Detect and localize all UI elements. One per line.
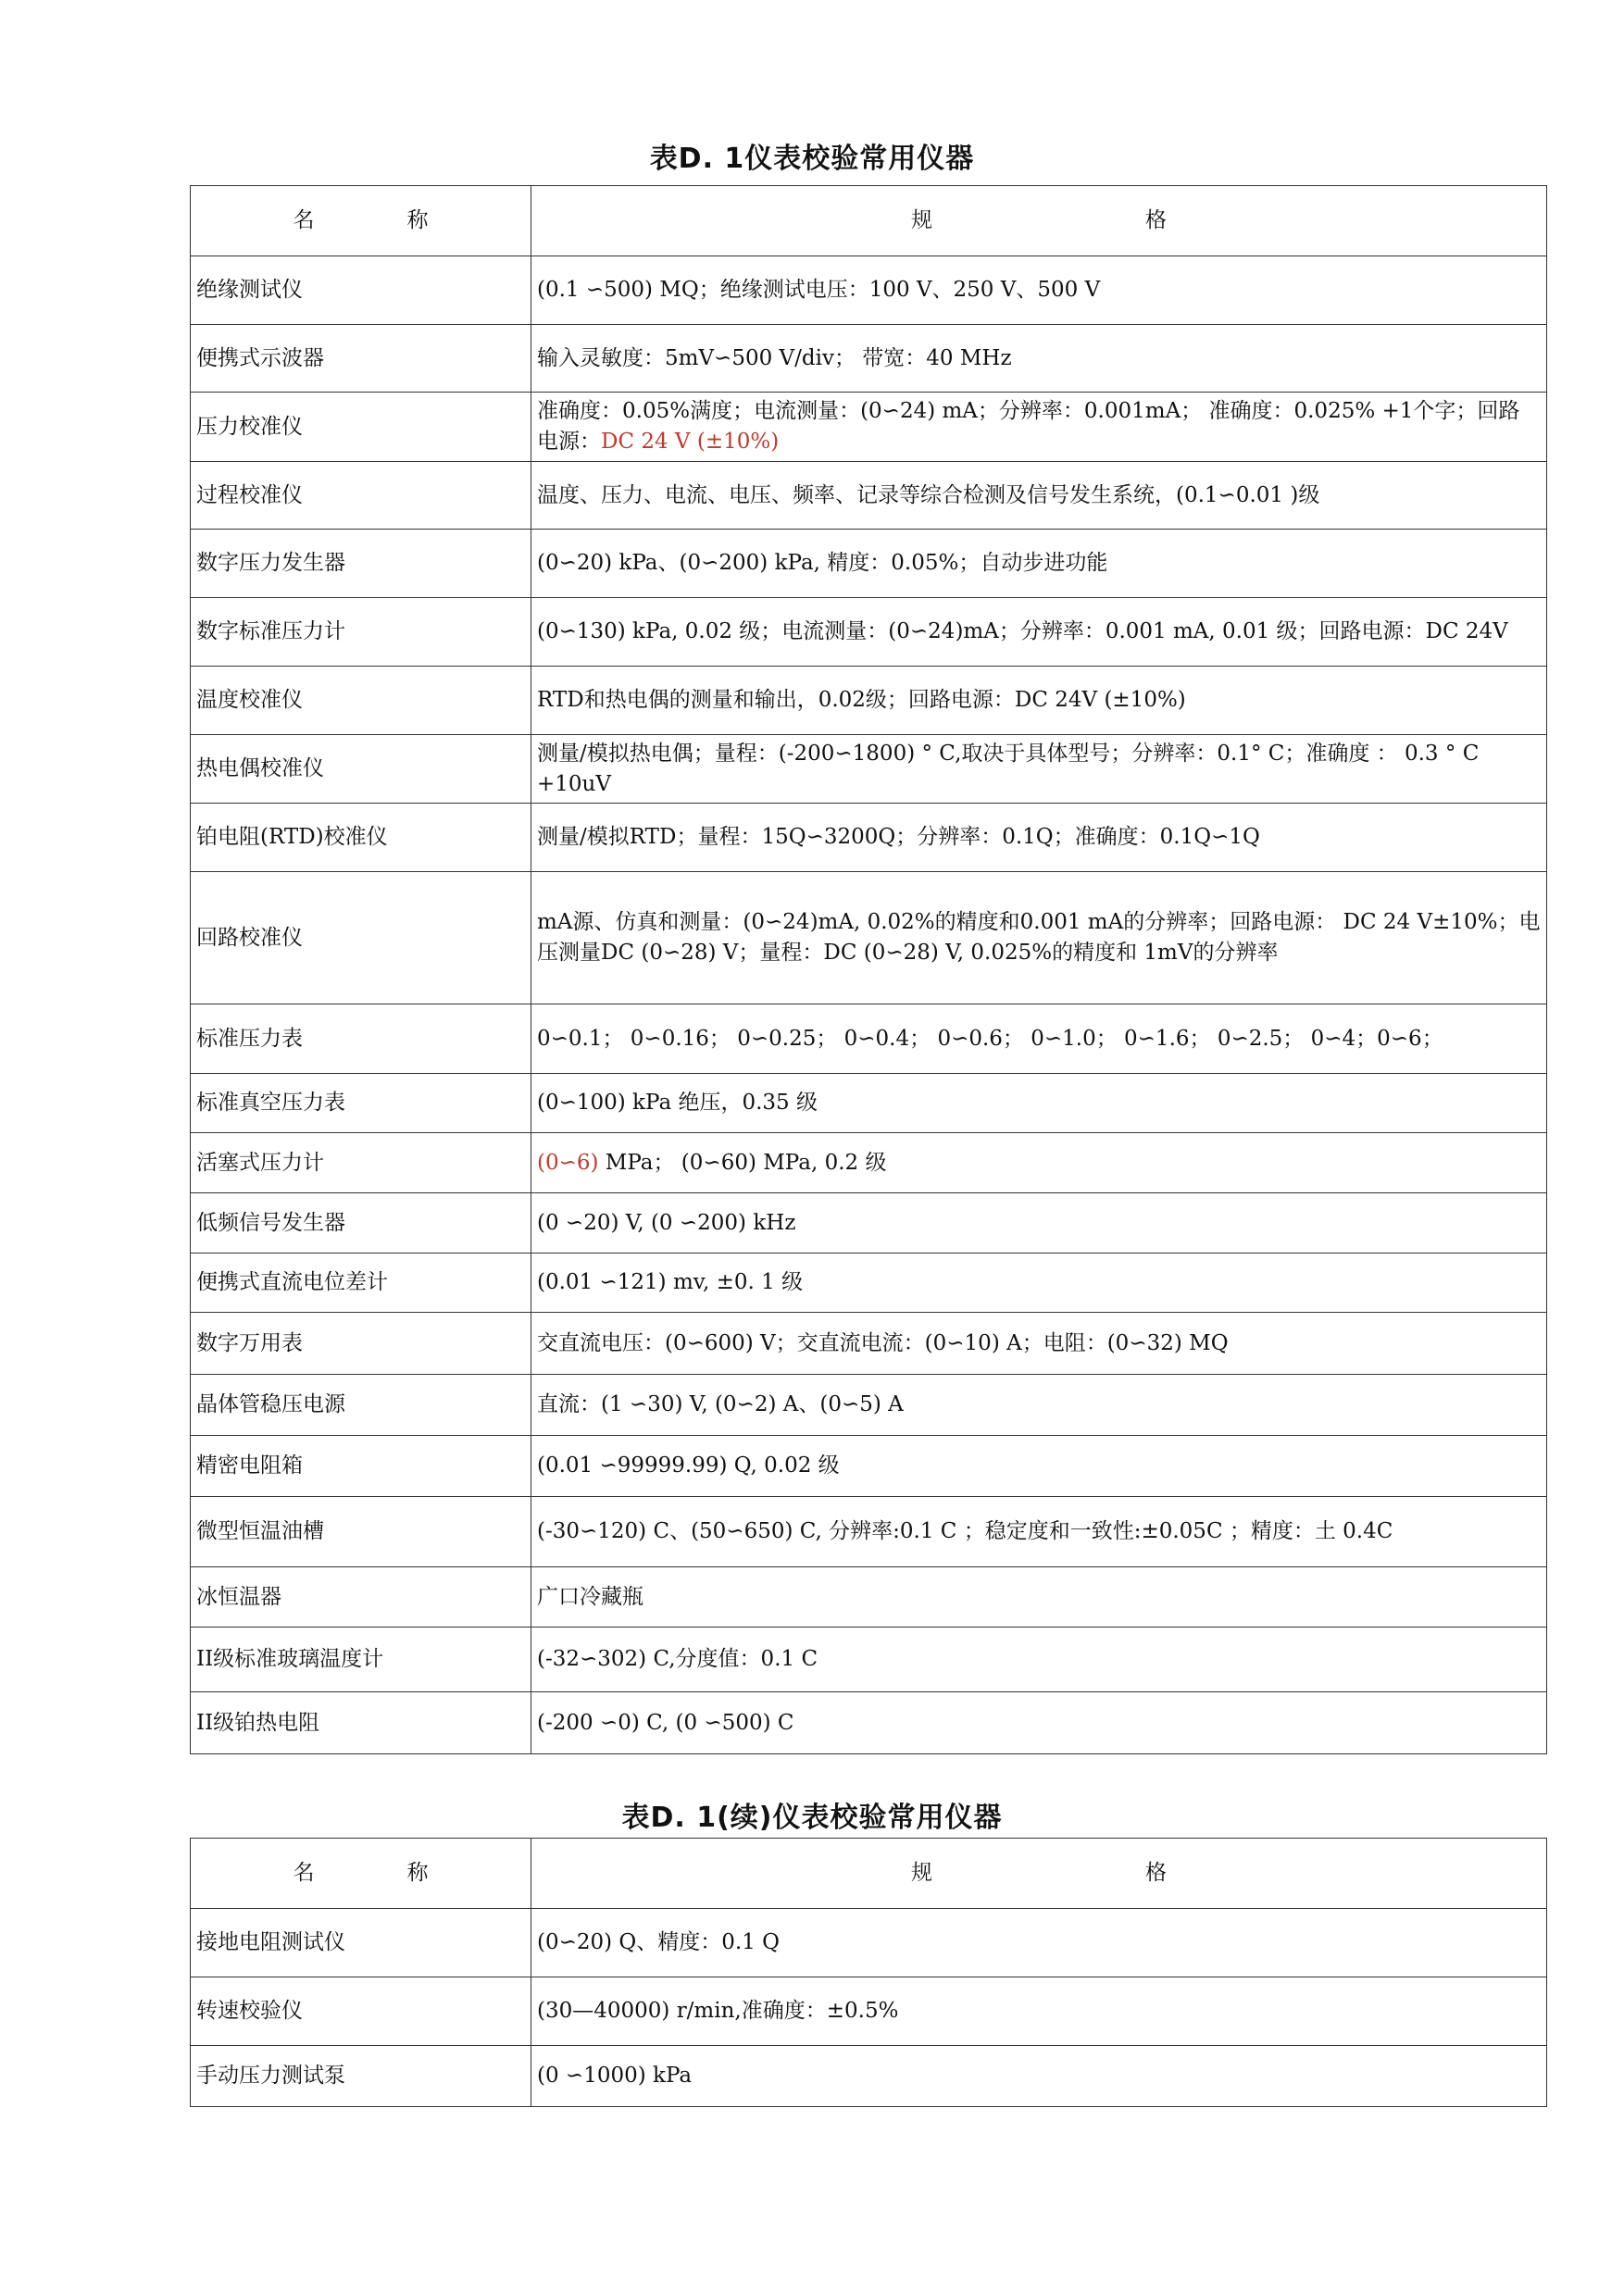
spec-text: (0.01 ∽121) mv, ±0. 1 级 xyxy=(537,1270,804,1294)
instrument-name: 便携式直流电位差计 xyxy=(191,1254,531,1313)
spec-highlight: DC 24 V (±10%) xyxy=(601,430,780,454)
instrument-name: 冰恒温器 xyxy=(191,1567,531,1628)
header-spec-char-2: 格 xyxy=(1145,208,1167,232)
instrument-name: 数字标准压力计 xyxy=(191,598,531,667)
instrument-spec xyxy=(531,1628,1547,1692)
instrument-spec xyxy=(531,598,1547,667)
header-name-char-1: 名 xyxy=(293,1861,315,1885)
table-header-row xyxy=(191,1839,1547,1909)
header-spec xyxy=(531,1839,1547,1909)
instrument-name: 转速校验仪 xyxy=(191,1977,531,2046)
instrument-name: 精密电阻箱 xyxy=(191,1436,531,1497)
instrument-spec xyxy=(531,872,1547,1004)
spec-text: (-200 ∽0) C, (0 ∽500) C xyxy=(537,1710,794,1735)
spec-text: 0∽0.1； 0∽0.16； 0∽0.25； 0∽0.4； 0∽0.6； 0∽1.0； 0∽1.6； 0∽2.5； 0∽4；0∽6； xyxy=(537,1026,1443,1051)
header-name-char-1: 名 xyxy=(293,208,315,232)
instrument-name: 压力校准仪 xyxy=(191,393,531,462)
instrument-name: 晶体管稳压电源 xyxy=(191,1375,531,1436)
instrument-name: 数字压力发生器 xyxy=(191,530,531,598)
instrument-name: 接地电阻测试仪 xyxy=(191,1909,531,1977)
spec-text: RTD和热电偶的测量和输出，0.02级；回路电源：DC 24V (±10%) xyxy=(537,688,1186,712)
spec-text: (0 ∽1000) kPa xyxy=(537,2064,693,2088)
spec-text: (30—40000) r/min,准确度：±0.5% xyxy=(537,1999,899,2023)
table-row xyxy=(191,1497,1547,1567)
header-spec-char-1: 规 xyxy=(911,1861,932,1885)
spec-text: mA源、仿真和测量：(0∽24)mA, 0.02%的精度和0.001 mA的分辨率；回路电源： DC 24 V±10%；电压测量DC (0∽28) V；量程：DC (0∽28) V, 0.025%的精度和 1mV的分辨率 xyxy=(537,910,1541,965)
table-row xyxy=(191,393,1547,462)
table-row xyxy=(191,872,1547,1004)
instrument-name: 数字万用表 xyxy=(191,1313,531,1375)
spec-text: MPa； (0∽60) MPa, 0.2 级 xyxy=(598,1150,887,1175)
table1-title: 表D. 1仪表校验常用仪器 xyxy=(649,143,975,175)
table-row xyxy=(191,1254,1547,1313)
instrument-spec xyxy=(531,1692,1547,1754)
table-row xyxy=(191,1692,1547,1754)
table-row xyxy=(191,2046,1547,2107)
instrument-spec xyxy=(531,667,1547,735)
table-row xyxy=(191,1133,1547,1193)
instrument-name: 标准压力表 xyxy=(191,1004,531,1074)
instrument-spec xyxy=(531,1497,1547,1567)
table-row xyxy=(191,667,1547,735)
table-row xyxy=(191,256,1547,325)
instrument-name: II级铂热电阻 xyxy=(191,1692,531,1754)
table2-title: 表D. 1(续)仪表校验常用仪器 xyxy=(621,1802,1003,1834)
table-row xyxy=(191,1193,1547,1254)
spec-text: 测量/模拟热电偶；量程：(-200∽1800) ° C,取决于具体型号；分辨率：0.1° C；准确度 ： 0.3 ° C +10uV xyxy=(537,741,1480,796)
table-row xyxy=(191,735,1547,804)
spec-text: 直流：(1 ∽30) V, (0∽2) A、(0∽5) A xyxy=(537,1392,904,1416)
instrument-name: 活塞式压力计 xyxy=(191,1133,531,1193)
instrument-spec xyxy=(531,462,1547,530)
instrument-table-1 xyxy=(190,185,1547,1754)
spec-text: 输入灵敏度：5mV∽500 V/div； 带宽：40 MHz xyxy=(537,345,1012,370)
header-spec-char-2: 格 xyxy=(1145,1861,1167,1885)
instrument-spec xyxy=(531,1313,1547,1375)
spec-text: (-30∽120) C、(50∽650) C, 分辨率:0.1 C ；稳定度和一致性:±0.05C ；精度：土 0.4C xyxy=(537,1519,1393,1543)
instrument-spec xyxy=(531,256,1547,325)
instrument-spec xyxy=(531,2046,1547,2107)
table-row xyxy=(191,1375,1547,1436)
table-row xyxy=(191,530,1547,598)
instrument-spec xyxy=(531,1977,1547,2046)
spec-text: 温度、压力、电流、电压、频率、记录等综合检测及信号发生系统，(0.1∽0.01 )级 xyxy=(537,482,1320,507)
instrument-name: 热电偶校准仪 xyxy=(191,735,531,804)
instrument-name: 回路校准仪 xyxy=(191,872,531,1004)
instrument-table-2 xyxy=(190,1838,1547,2107)
table-row xyxy=(191,1313,1547,1375)
table-row xyxy=(191,1977,1547,2046)
spec-text: (-32∽302) C,分度值：0.1 C xyxy=(537,1647,818,1671)
instrument-spec xyxy=(531,1909,1547,1977)
table-row xyxy=(191,1628,1547,1692)
instrument-spec xyxy=(531,804,1547,872)
header-name xyxy=(191,1839,531,1909)
instrument-spec xyxy=(531,735,1547,804)
spec-text: (0.01 ∽99999.99) Q, 0.02 级 xyxy=(537,1453,840,1478)
spec-text: (0∽130) kPa, 0.02 级；电流测量：(0∽24)mA；分辨率：0.001 mA, 0.01 级；回路电源：DC 24V xyxy=(537,619,1508,643)
header-spec xyxy=(531,186,1547,256)
instrument-name: 温度校准仪 xyxy=(191,667,531,735)
header-name-char-2: 称 xyxy=(406,1861,429,1885)
table-header-row xyxy=(191,186,1547,256)
spec-text: (0∽20) kPa、(0∽200) kPa, 精度：0.05%；自动步进功能 xyxy=(537,551,1108,575)
instrument-name: 手动压力测试泵 xyxy=(191,2046,531,2107)
instrument-spec xyxy=(531,1133,1547,1193)
table-row xyxy=(191,598,1547,667)
instrument-spec xyxy=(531,1375,1547,1436)
table-row xyxy=(191,1909,1547,1977)
table-row xyxy=(191,325,1547,393)
spec-text: 测量/模拟RTD；量程：15Q∽3200Q；分辨率：0.1Q；准确度：0.1Q∽1Q xyxy=(537,825,1260,849)
table-row xyxy=(191,1004,1547,1074)
table-row xyxy=(191,1074,1547,1133)
instrument-spec xyxy=(531,1254,1547,1313)
instrument-name: 铂电阻(RTD)校准仪 xyxy=(191,804,531,872)
spec-text: 广口冷藏瓶 xyxy=(537,1584,643,1609)
table-row xyxy=(191,462,1547,530)
instrument-spec xyxy=(531,1436,1547,1497)
instrument-spec xyxy=(531,393,1547,462)
spec-highlight: (0∽6) xyxy=(537,1150,599,1175)
spec-text: (0∽100) kPa 绝压，0.35 级 xyxy=(537,1091,818,1115)
table-row xyxy=(191,804,1547,872)
spec-text: (0.1 ∽500) MQ；绝缘测试电压：100 V、250 V、500 V xyxy=(537,278,1101,302)
spec-text: (0∽20) Q、精度：0.1 Q xyxy=(537,1930,781,1954)
instrument-spec xyxy=(531,325,1547,393)
instrument-name: 标准真空压力表 xyxy=(191,1074,531,1133)
instrument-spec xyxy=(531,1004,1547,1074)
table-row xyxy=(191,1436,1547,1497)
spec-text: 交直流电压：(0∽600) V；交直流电流：(0∽10) A；电阻：(0∽32) MQ xyxy=(537,1330,1229,1355)
header-name xyxy=(191,186,531,256)
instrument-name: 微型恒温油槽 xyxy=(191,1497,531,1567)
instrument-name: 低频信号发生器 xyxy=(191,1193,531,1254)
table-row xyxy=(191,1567,1547,1628)
header-name-char-2: 称 xyxy=(406,208,429,232)
instrument-name: 绝缘测试仪 xyxy=(191,256,531,325)
spec-text: 准确度：0.05%满度；电流测量：(0∽24) mA；分辨率：0.001mA； 准确度：0.025% +1个字；回路电源： xyxy=(537,399,1520,454)
instrument-spec xyxy=(531,530,1547,598)
spec-text: (0 ∽20) V, (0 ∽200) kHz xyxy=(537,1210,796,1235)
instrument-spec xyxy=(531,1193,1547,1254)
instrument-spec xyxy=(531,1567,1547,1628)
instrument-name: 便携式示波器 xyxy=(191,325,531,393)
instrument-name: II级标准玻璃温度计 xyxy=(191,1628,531,1692)
header-spec-char-1: 规 xyxy=(911,208,932,232)
instrument-spec xyxy=(531,1074,1547,1133)
instrument-name: 过程校准仪 xyxy=(191,462,531,530)
